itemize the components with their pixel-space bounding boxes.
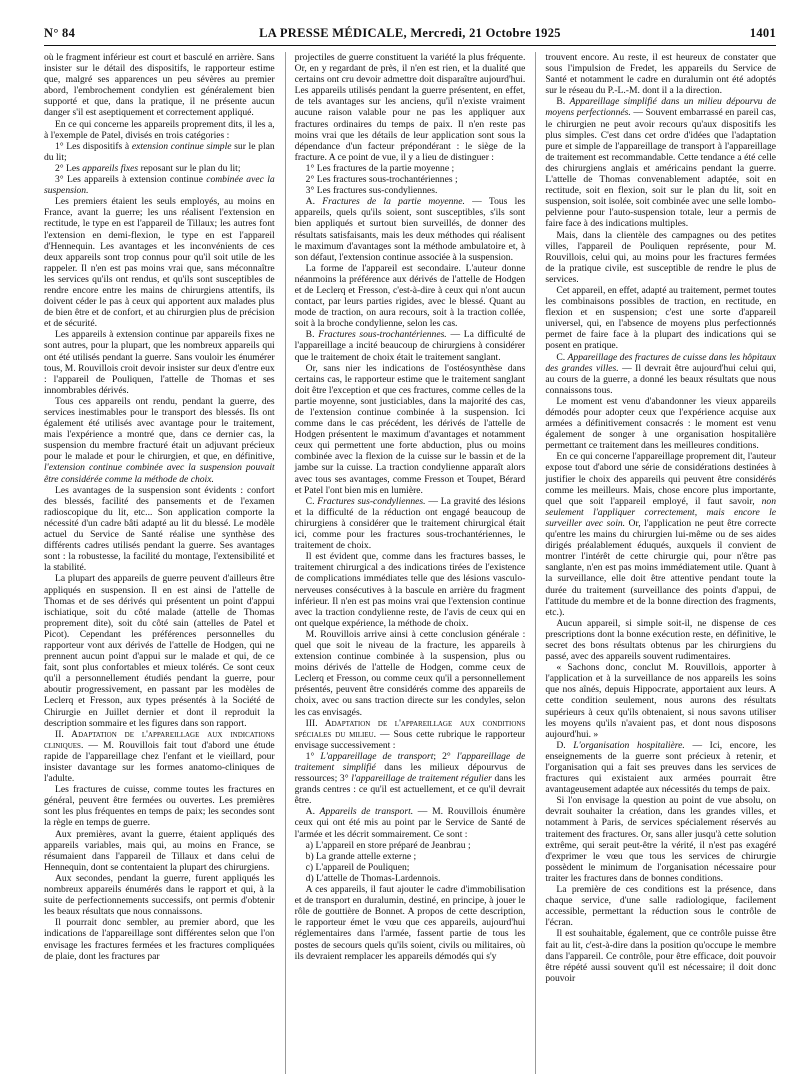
subsection-heading: Fractures sus-condyliennes. [317, 495, 426, 507]
subsection-paragraph: D. L'organisation hospitalière. — Ici, encore, les enseignements de la guerre sont précieux à retenir, et l'organisation qui a fait ses preuves dans les services de fractures qui existaient aux armées pourrait être avantageusement adaptée aux nécessités du temps de paix. [545, 739, 776, 796]
subsection-heading: L'organisation hospitalière. [573, 739, 685, 751]
paragraph: La première de ces conditions est la présence, dans chaque service, d'une salle radiologique, facilement accessible, permettant la réduction sous le contrôle de l'écran. [545, 884, 776, 929]
paragraph: En ce qui concerne les appareils proprement dits, il les a, à l'exemple de Patel, divisés en trois catégories : [44, 118, 275, 141]
paragraph: Aux secondes, pendant la guerre, furent appliqués les nombreux appareils énumérés dans le rapport et qui, à la suite de perfectionnements successifs, ont permis d'obtenir les beaux résultats que nous connaissons. [44, 872, 275, 918]
list-item: a) L'appareil en store préparé de Jeanbrau ; [305, 839, 471, 851]
paragraph: Les fractures de cuisse, comme toutes les fractures en général, peuvent être fermées ou ouvertes. Les premières sont les plus fréquentes en temps de paix; les secondes sont la règle en temps de guerre. [44, 784, 275, 829]
paragraph: La forme de l'appareil est secondaire. L'auteur donne néanmoins la préférence aux dérivés de l'attelle de Hodgen et de Leclerq et Fresson, c'est-à-dire à ceux qui n'ont aucun contact, par leurs parties rigides, avec le blessé. Quant au mode de traction, on aura recours, soit à la traction collée, soit à la broche condylienne, selon les cas. [294, 262, 526, 330]
page-number: 1401 [749, 26, 776, 40]
paragraph: La plupart des appareils de guerre peuvent d'ailleurs être appliqués en suspension. Il en est ainsi de l'attelle de Thomas et de ses dérivés qui présentent un point d'appui ischiatique, soit du côté malade (attelle de Thomas proprement dite), soit du côté sain (attelles de Patel et Picot). Cependant les préférences personnelles du rapporteur vont aux dérivés de l'attelle de Hodgen, qui ne prennent aucun point d'appui sur le malade et qui, de ce fait, sont plus confortables et mieux tolérés. Ce sont ceux qu'il a personnellement étudiés pendant la guerre, pour aboutir progressivement, en passant par les modèles de Leclerq et Fresson, aux types présentés à la Société de Chirurgie en Juillet dernier et dont il reproduit la description sommaire et les figures dans son rapport. [44, 573, 275, 729]
paragraph: Les appareils à extension continue par appareils fixes ne sont autres, pour la plupart, que les nombreux appareils qui ont été utilisés pendant la guerre. Sans vouloir les énumérer tous, M. Rouvillois croit devoir insister sur deux d'entre eux : l'appareil de Pouliquen, l'attelle de Thomas et ses innombrables dérivés. [44, 329, 275, 396]
paragraph: Il est évident que, comme dans les fractures basses, le traitement chirurgical a des indications tirées de l'existence de complications immédiates telle que des lésions vasculo-nerveuses consécutives à la bascule en arrière du fragment inférieur. Il n'en est pas moins vrai que l'extension continue avec la traction condylienne reste, de l'avis de ceux qui en ont quelque expérience, la méthode de choix. [294, 551, 526, 629]
paragraph: Les premiers étaient les seuls employés, au moins en France, avant la guerre; les uns réalisent l'extension en rectitude, le type en est l'appareil de Tillaux; les autres font l'extension en demi-flexion, le type en est l'appareil d'Hennequin. Les avantages et les inconvénients de ces deux appareils sont trop connus pour qu'il soit utile de les rappeler. Il n'en est pas moins vrai que, sans méconnaître les services qu'ils ont rendus, et qu'ils sont susceptibles de rendre encore entre les mains de chirurgiens attentifs, ils doivent céder le pas à ceux qui apportent aux malades plus de bien être et de confort, et au chirurgien plus de précision et de sécurité. [44, 196, 275, 330]
paragraph: Mais, dans la clientèle des campagnes ou des petites villes, l'appareil de Pouliquen représente, pour M. Rouvillois, celui qui, au moins pour les fractures fermées de la pratique civile, est susceptible de rendre le plus de services. [545, 229, 776, 285]
section-heading: II. Adaptation de l'appareillage aux indications cliniques. [44, 728, 275, 751]
running-header [44, 26, 776, 42]
quote-paragraph: « Sachons donc, conclut M. Rouvillois, apporter à l'application et à la surveillance de nos appareils les soins que nos aînés, depuis Hippocrate, apportaient aux leurs. A cette condition seulement, nous aurons des résultats supérieurs à ceux qu'ils obtenaient, si nous savons utiliser les moyens qu'ils n'avaient pas, et dont nous disposons aujourd'hui. » [545, 662, 776, 740]
list-item: c) L'appareil de Pouliquen; [305, 861, 410, 873]
subsection-paragraph: B. Appareillage simplifié dans un milieu dépourvu de moyens perfectionnés. — Souvent embarrassé en pareil cas, le chirurgien ne peut avoir recours qu'aux dispositifs les plus simples. C'est dans cet ordre d'idées que l'adaptation pure et simple de l'appareillage de transport à l'appareillage de traitement est recommandable. Cette tendance a été celle des chirurgiens anglais et américains pendant la guerre. L'attelle de Thomas convenablement adaptée, soit en rectitude, soit en flexion, soit sur le plan du lit, soit en suspension, soit isolée, soit combinée avec une selle lombo-pelvienne pour l'auto-suspension totale, leur a permis de faire face à des indications multiples. [545, 96, 776, 230]
section-heading: III. Adaptation de l'appareillage aux conditions spéciales du milieu. [294, 717, 526, 740]
subsection-heading: Fractures de la partie moyenne. [322, 196, 465, 208]
list-item: b) La grande attelle externe ; [305, 850, 417, 862]
journal-title: LA PRESSE MÉDICALE, Mercredi, 21 Octobre 1925 [259, 26, 561, 40]
section-heading-paragraph: II. Adaptation de l'appareillage aux indications cliniques. — M. Rouvillois fait tout d'abord une étude rapide de l'appareillage chez l'enfant et le vieillard, pour insister davantage sur les formes anatomo-cliniques de l'adulte. [44, 728, 275, 785]
list-item: 3° Les fractures sus-condyliennes. [305, 185, 438, 197]
paragraph: Le moment est venu d'abandonner les vieux appareils démodés pour adopter ceux que l'expérience acquise aux armées a définitivement consacrés : le moment est venu également de songer à une organisation hospitalière permettant ce traitement dans les meilleures conditions. [545, 395, 776, 452]
paragraph: Les avantages de la suspension sont évidents : confort des blessés, facilité des pansements et de l'examen radioscopique du lit, etc... Son application comporte la nécessité d'un cadre bâti adapté au lit du blessé. Le modèle actuel du Service de Santé réalise une synthèse des différents cadres utilisés pendant la guerre. Ses avantages sont : la robustesse, la facilité du montage, l'extensibilité et la stabilité. [44, 484, 275, 574]
list-item: 3° Les appareils à extension continue combinée avec la suspension. [44, 174, 275, 197]
column-2 [285, 52, 526, 1074]
article-columns [44, 52, 776, 1074]
subsection-heading: Appareils de transport. [319, 806, 414, 818]
paragraph: Il pourrait donc sembler, au premier abord, que les indications de l'appareillage sont différentes selon que l'on envisage les fractures fermées et les fractures compliquées de plaie, dont les fractures par [44, 917, 275, 962]
subsection-heading: Fractures sous-trochantériennes. [318, 329, 447, 341]
subsection-paragraph: C. Fractures sus-condyliennes. — La gravité des lésions et la difficulté de la réduction ont engagé beaucoup de chirurgiens à considérer que le traitement chirurgical était ici, comme pour les fractures sous-trochantériennes, le traitement de choix. [294, 495, 526, 552]
paragraph: A ces appareils, il faut ajouter le cadre d'immobilisation et de transport en duralumin, destiné, en principe, à jouer le rôle de gouttière de Bonnet. A propos de cette description, le rapporteur émet le vœu que ces appareils, aujourd'hui réglementaires dans l'armée, fassent partie de tous les postes de secours quels qu'ils soient, civils ou militaires, où ils devraient remplacer les appareils démodés qui s'y [294, 884, 526, 962]
paragraph: 1° L'appareillage de transport; 2° l'appareillage de traitement simplifié dans les milieux dépourvus de ressources; 3° l'appareillage de traitement régulier dans les grands centres : ce qu'il est actuellement, et ce qu'il devrait être. [294, 750, 526, 807]
list-item: d) L'attelle de Thomas-Lardennois. [305, 872, 441, 884]
list-item: 2° Les appareils fixes reposant sur le plan du lit; [55, 162, 241, 174]
subsection-heading: Appareillage simplifié dans un milieu dépourvu de moyens perfectionnés. [545, 96, 776, 119]
subsection-paragraph: B. Fractures sous-trochantériennes. — La difficulté de l'appareillage a incité beaucoup de chirurgiens à considérer que le traitement de choix était le traitement sanglant. [294, 329, 526, 363]
paragraph: Il est souhaitable, également, que ce contrôle puisse être fait au lit, c'est-à-dire dans la position qu'occupe le membre dans l'appareil. Ce contrôle, pour être efficace, doit pouvoir être répété aussi souvent qu'il est nécessaire; il doit donc pouvoir [545, 928, 776, 984]
paragraph: Tous ces appareils ont rendu, pendant la guerre, des services inestimables pour le transport des blessés. Ils ont également été utilisés avec avantage pour le traitement, mais l'expérience a montré que, dans ce dernier cas, la suspension du membre fracturé était un adjuvant précieux pour le malade et pour le chirurgien, et que, en définitive, l'extension continue combinée avec la suspension pouvait être considérée comme la méthode de choix. [44, 395, 275, 485]
paragraph: Aucun appareil, si simple soit-il, ne dispense de ces prescriptions dont la bonne exécution reste, en définitive, le secret des bons résultats obtenus par les chirurgiens du passé, avec des appareils souvent rudimentaires. [545, 617, 776, 663]
paragraph: M. Rouvillois arrive ainsi à cette conclusion générale : quel que soit le niveau de la fracture, les appareils à extension continue combinée à la suspension, plus ou moins dérivés de l'attelle de Hodgen, comme ceux de Leclerq et Fresson, ou comme ceux qu'il a personnellement présentés, peuvent être considérés comme des appareils de choix, avec ou sans traction directe sur les condyles, selon les cas envisagés. [294, 628, 526, 718]
section-heading-paragraph: III. Adaptation de l'appareillage aux conditions spéciales du milieu. — Sous cette rubrique le rapporteur envisage successivement : [294, 717, 526, 751]
paragraph: Aux premières, avant la guerre, étaient appliqués des appareils variables, mais qui, au moins en France, se résumaient dans l'appareil de Tillaux et dans celui de Hennequin, dont se contentaient la plupart des chirurgiens. [44, 828, 275, 873]
issue-number: N° 84 [44, 26, 76, 40]
paragraph: où le fragment inférieur est court et basculé en arrière. Sans insister sur le détail des dispositifs, le rapporteur estime que, malgré ses apparences un peu sévères au premier abord, l'embrochement condylien est généralement bien supporté et que, dans la pratique, il ne présente aucun danger s'il est aseptiquement et correctement appliqué. [44, 52, 275, 119]
subsection-paragraph: A. Fractures de la partie moyenne. — Tous les appareils, quels qu'ils soient, sont susceptibles, s'ils sont bien appliqués et surtout bien surveillés, de donner des résultats satisfaisants, mais les deux méthodes qui réalisent le maximum d'avantages sont la méthode ambulatoire et, à son défaut, l'extension continue associée à la suspension. [294, 196, 526, 263]
paragraph: En ce qui concerne l'appareillage proprement dit, l'auteur expose tout d'abord une série de considérations destinées à justifier le choix des appareils qui peuvent être considérés comme les meilleurs. Mais, chose encore plus importante, quel que soit l'appareil employé, il faut savoir, non seulement l'appliquer correctement, mais encore le surveiller avec soin. Or, l'application ne peut être correcte qu'entre les mains du chirurgien lui-même ou de ses aides dirigés préalablement éduqués, auxquels il convient de montrer l'intérêt de cette chirurgie qui, pour n'être pas sanglante, n'en est pas moins immédiatement utile. Quant à la surveillance, elle doit être attentive pendant toute la durée du traitement (surveillance des points d'appui, de l'attitude du membre et de la bonne direction des fragments, etc.). [545, 451, 776, 618]
paragraph: Si l'on envisage la question au point de vue absolu, on devrait souhaiter la création, dans les grandes villes, et notamment à Paris, de services spécialement réservés au traitement des fractures. Or, sans aller jusqu'à cette solution extrême, qui serait peut-être la vérité, il n'est pas exagéré d'exprimer le vœu que tous les services de chirurgie possèdent le minimum de l'organisation nécessaire pour traiter les fractures dans de bonnes conditions. [545, 795, 776, 884]
list-item: 1° Les fractures de la partie moyenne ; [305, 162, 455, 174]
paragraph: Or, sans nier les indications de l'ostéosynthèse dans certains cas, le rapporteur estime que le traitement sanglant doit être l'exception et que ces fractures, comme celles de la partie moyenne, sont justiciables, dans la majorité des cas, de l'extension continue combinée à la suspension. Ici comme dans le cas précédent, les dérivés de l'attelle de Hodgen présentent le maximum d'avantages et notamment ceux qui permettent une forte abduction, plus ou moins combinée avec la flexion de la cuisse sur le bassin et de la jambe sur la cuisse. La traction condylienne apparaît alors avec tous ses avantages, comme Fresson et Toupet, Bérard et Patel l'ont bien mis en lumière. [294, 362, 526, 496]
paragraph: Cet appareil, en effet, adapté au traitement, permet toutes les combinaisons possibles de traction, en rectitude, en flexion et en suspension; c'est une sorte d'appareil universel, qui, en l'absence de moyens plus perfectionnés permet de faire face à la plupart des indications qui se posent en pratique. [545, 284, 776, 352]
subsection-heading: Appareillage des fractures de cuisse dans les hôpitaux des grandes villes. [545, 351, 776, 374]
header-rule [44, 45, 776, 46]
column-1 [44, 52, 275, 1074]
subsection-paragraph: C. Appareillage des fractures de cuisse dans les hôpitaux des grandes villes. — Il devrait être aujourd'hui celui qui, au cours de la guerre, a donné les beaux résultats que nous connaissons tous. [545, 351, 776, 396]
paragraph: projectiles de guerre constituent la variété la plus fréquente. Or, en y regardant de près, il n'en est rien, et la dualité que certains ont cru devoir admettre doit disparaître aujourd'hui. Les appareils utilisés pendant la guerre présentent, en effet, de tels avantages sur les anciens, qu'il n'existe vraiment aucune raison valable pour ne pas les appliquer aux fractures ordinaires du temps de paix. Il n'en reste pas moins vrai que les détails de leur application sont sous la dépendance d'un facteur prépondérant : le siège de la fracture. A ce point de vue, il y a lieu de distinguer : [294, 52, 526, 163]
paragraph: trouvent encore. Au reste, il est heureux de constater que sous l'impulsion de Fredet, les appareils du Service de Santé et notamment le cadre en duralumin ont été adoptés sur le réseau du P.-L.-M. dont il a la direction. [545, 52, 776, 97]
list-item: 1° Les dispositifs à extension continue simple sur le plan du lit; [44, 140, 275, 163]
list-item: 2° Les fractures sous-trochantériennes ; [305, 174, 458, 186]
column-3 [535, 52, 776, 1074]
subsection-paragraph: A. Appareils de transport. — M. Rouvillois énumère ceux qui ont été mis au point par le Service de Santé de l'armée et les décrit sommairement. Ce sont : [294, 806, 526, 840]
